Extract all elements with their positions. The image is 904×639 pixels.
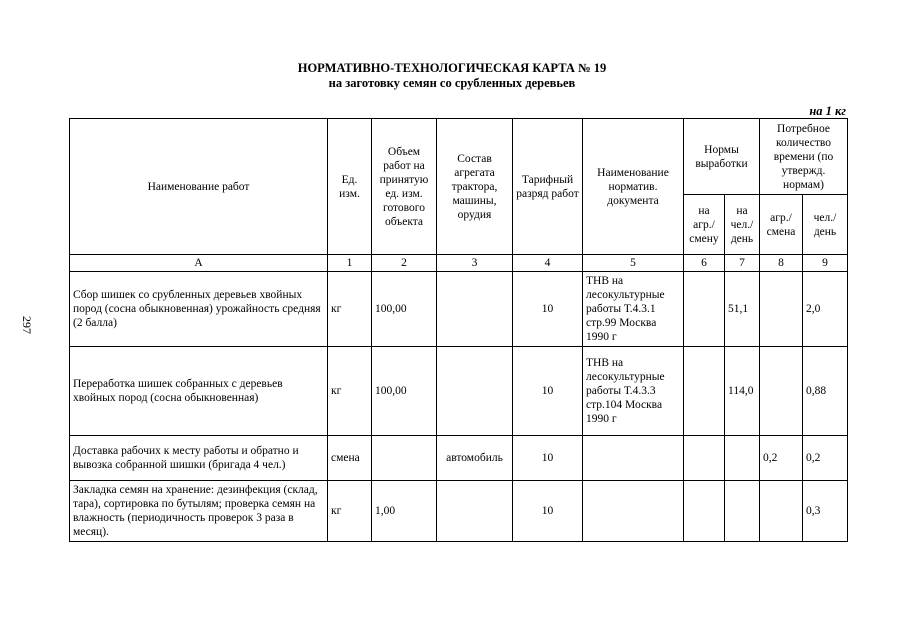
row-time-man: 2,0 — [803, 272, 848, 347]
header-norm-agr: на агр./ смену — [684, 195, 725, 255]
row-composition — [437, 347, 513, 436]
col-number: 7 — [725, 255, 760, 272]
row-time-agr — [760, 481, 803, 542]
row-norm-agr — [684, 481, 725, 542]
tech-card-table — [69, 118, 848, 542]
header-norms: Нормы выработки — [684, 119, 760, 195]
row-document — [583, 436, 684, 481]
row-name: Закладка семян на хранение: дезинфекция (склад, тара), сортировка по бутылям; проверка семян на влажность (периодичность проверок 3 раза в месяц). — [70, 481, 328, 542]
row-volume: 100,00 — [372, 347, 437, 436]
row-volume: 1,00 — [372, 481, 437, 542]
col-number: 8 — [760, 255, 803, 272]
row-composition — [437, 272, 513, 347]
title-line-2: на заготовку семян со срубленных деревьев — [328, 76, 576, 90]
header-composition: Состав агрегата трактора, машины, орудия — [437, 119, 513, 255]
row-document: ТНВ на лесокультурные работы Т.4.3.3 стр.104 Москва 1990 г — [583, 347, 684, 436]
row-grade: 10 — [513, 347, 583, 436]
row-time-man: 0,2 — [803, 436, 848, 481]
col-number: 1 — [328, 255, 372, 272]
col-number: А — [70, 255, 328, 272]
table-row — [70, 272, 848, 347]
row-composition: автомобиль — [437, 436, 513, 481]
row-time-agr: 0,2 — [760, 436, 803, 481]
document-title — [0, 61, 904, 91]
row-name: Доставка рабочих к месту работы и обратно и вывозка собранной шишки (бригада 4 чел.) — [70, 436, 328, 481]
header-name: Наименование работ — [70, 119, 328, 255]
row-document — [583, 481, 684, 542]
row-time-agr — [760, 347, 803, 436]
header-document: Наименование норматив. документа — [583, 119, 684, 255]
row-time-agr — [760, 272, 803, 347]
title-line-1: НОРМАТИВНО-ТЕХНОЛОГИЧЕСКАЯ КАРТА № 19 — [297, 61, 607, 75]
header-time-man: чел./ день — [803, 195, 848, 255]
row-unit: кг — [328, 481, 372, 542]
row-volume: 100,00 — [372, 272, 437, 347]
header-time-agr: агр./ смена — [760, 195, 803, 255]
col-number: 4 — [513, 255, 583, 272]
row-document: ТНВ на лесокультурные работы Т.4.3.1 стр.99 Москва 1990 г — [583, 272, 684, 347]
header-time: Потребное количество времени (по утвержд. нормам) — [760, 119, 848, 195]
row-grade: 10 — [513, 436, 583, 481]
row-grade: 10 — [513, 481, 583, 542]
page-number: 297 — [20, 316, 34, 334]
col-number: 2 — [372, 255, 437, 272]
row-unit: кг — [328, 272, 372, 347]
header-unit: Ед. изм. — [328, 119, 372, 255]
row-name: Сбор шишек со срубленных деревьев хвойных пород (сосна обыкновенная) урожайность средняя (2 балла) — [70, 272, 328, 347]
row-norm-man — [725, 481, 760, 542]
row-name: Переработка шишек собранных с деревьев хвойных пород (сосна обыкновенная) — [70, 347, 328, 436]
row-unit: кг — [328, 347, 372, 436]
table-row — [70, 436, 848, 481]
col-number: 3 — [437, 255, 513, 272]
table-row — [70, 481, 848, 542]
row-norm-man: 51,1 — [725, 272, 760, 347]
row-grade: 10 — [513, 272, 583, 347]
col-number: 6 — [684, 255, 725, 272]
col-number: 5 — [583, 255, 684, 272]
header-norm-man: на чел./ день — [725, 195, 760, 255]
row-norm-agr — [684, 272, 725, 347]
unit-note: на 1 кг — [809, 104, 846, 118]
table-row — [70, 347, 848, 436]
row-unit: смена — [328, 436, 372, 481]
row-norm-man: 114,0 — [725, 347, 760, 436]
col-number: 9 — [803, 255, 848, 272]
row-composition — [437, 481, 513, 542]
row-norm-agr — [684, 347, 725, 436]
header-volume: Объем работ на принятую ед. изм. готового объекта — [372, 119, 437, 255]
row-time-man: 0,3 — [803, 481, 848, 542]
row-time-man: 0,88 — [803, 347, 848, 436]
row-volume — [372, 436, 437, 481]
row-norm-man — [725, 436, 760, 481]
header-grade: Тарифный разряд работ — [513, 119, 583, 255]
row-norm-agr — [684, 436, 725, 481]
